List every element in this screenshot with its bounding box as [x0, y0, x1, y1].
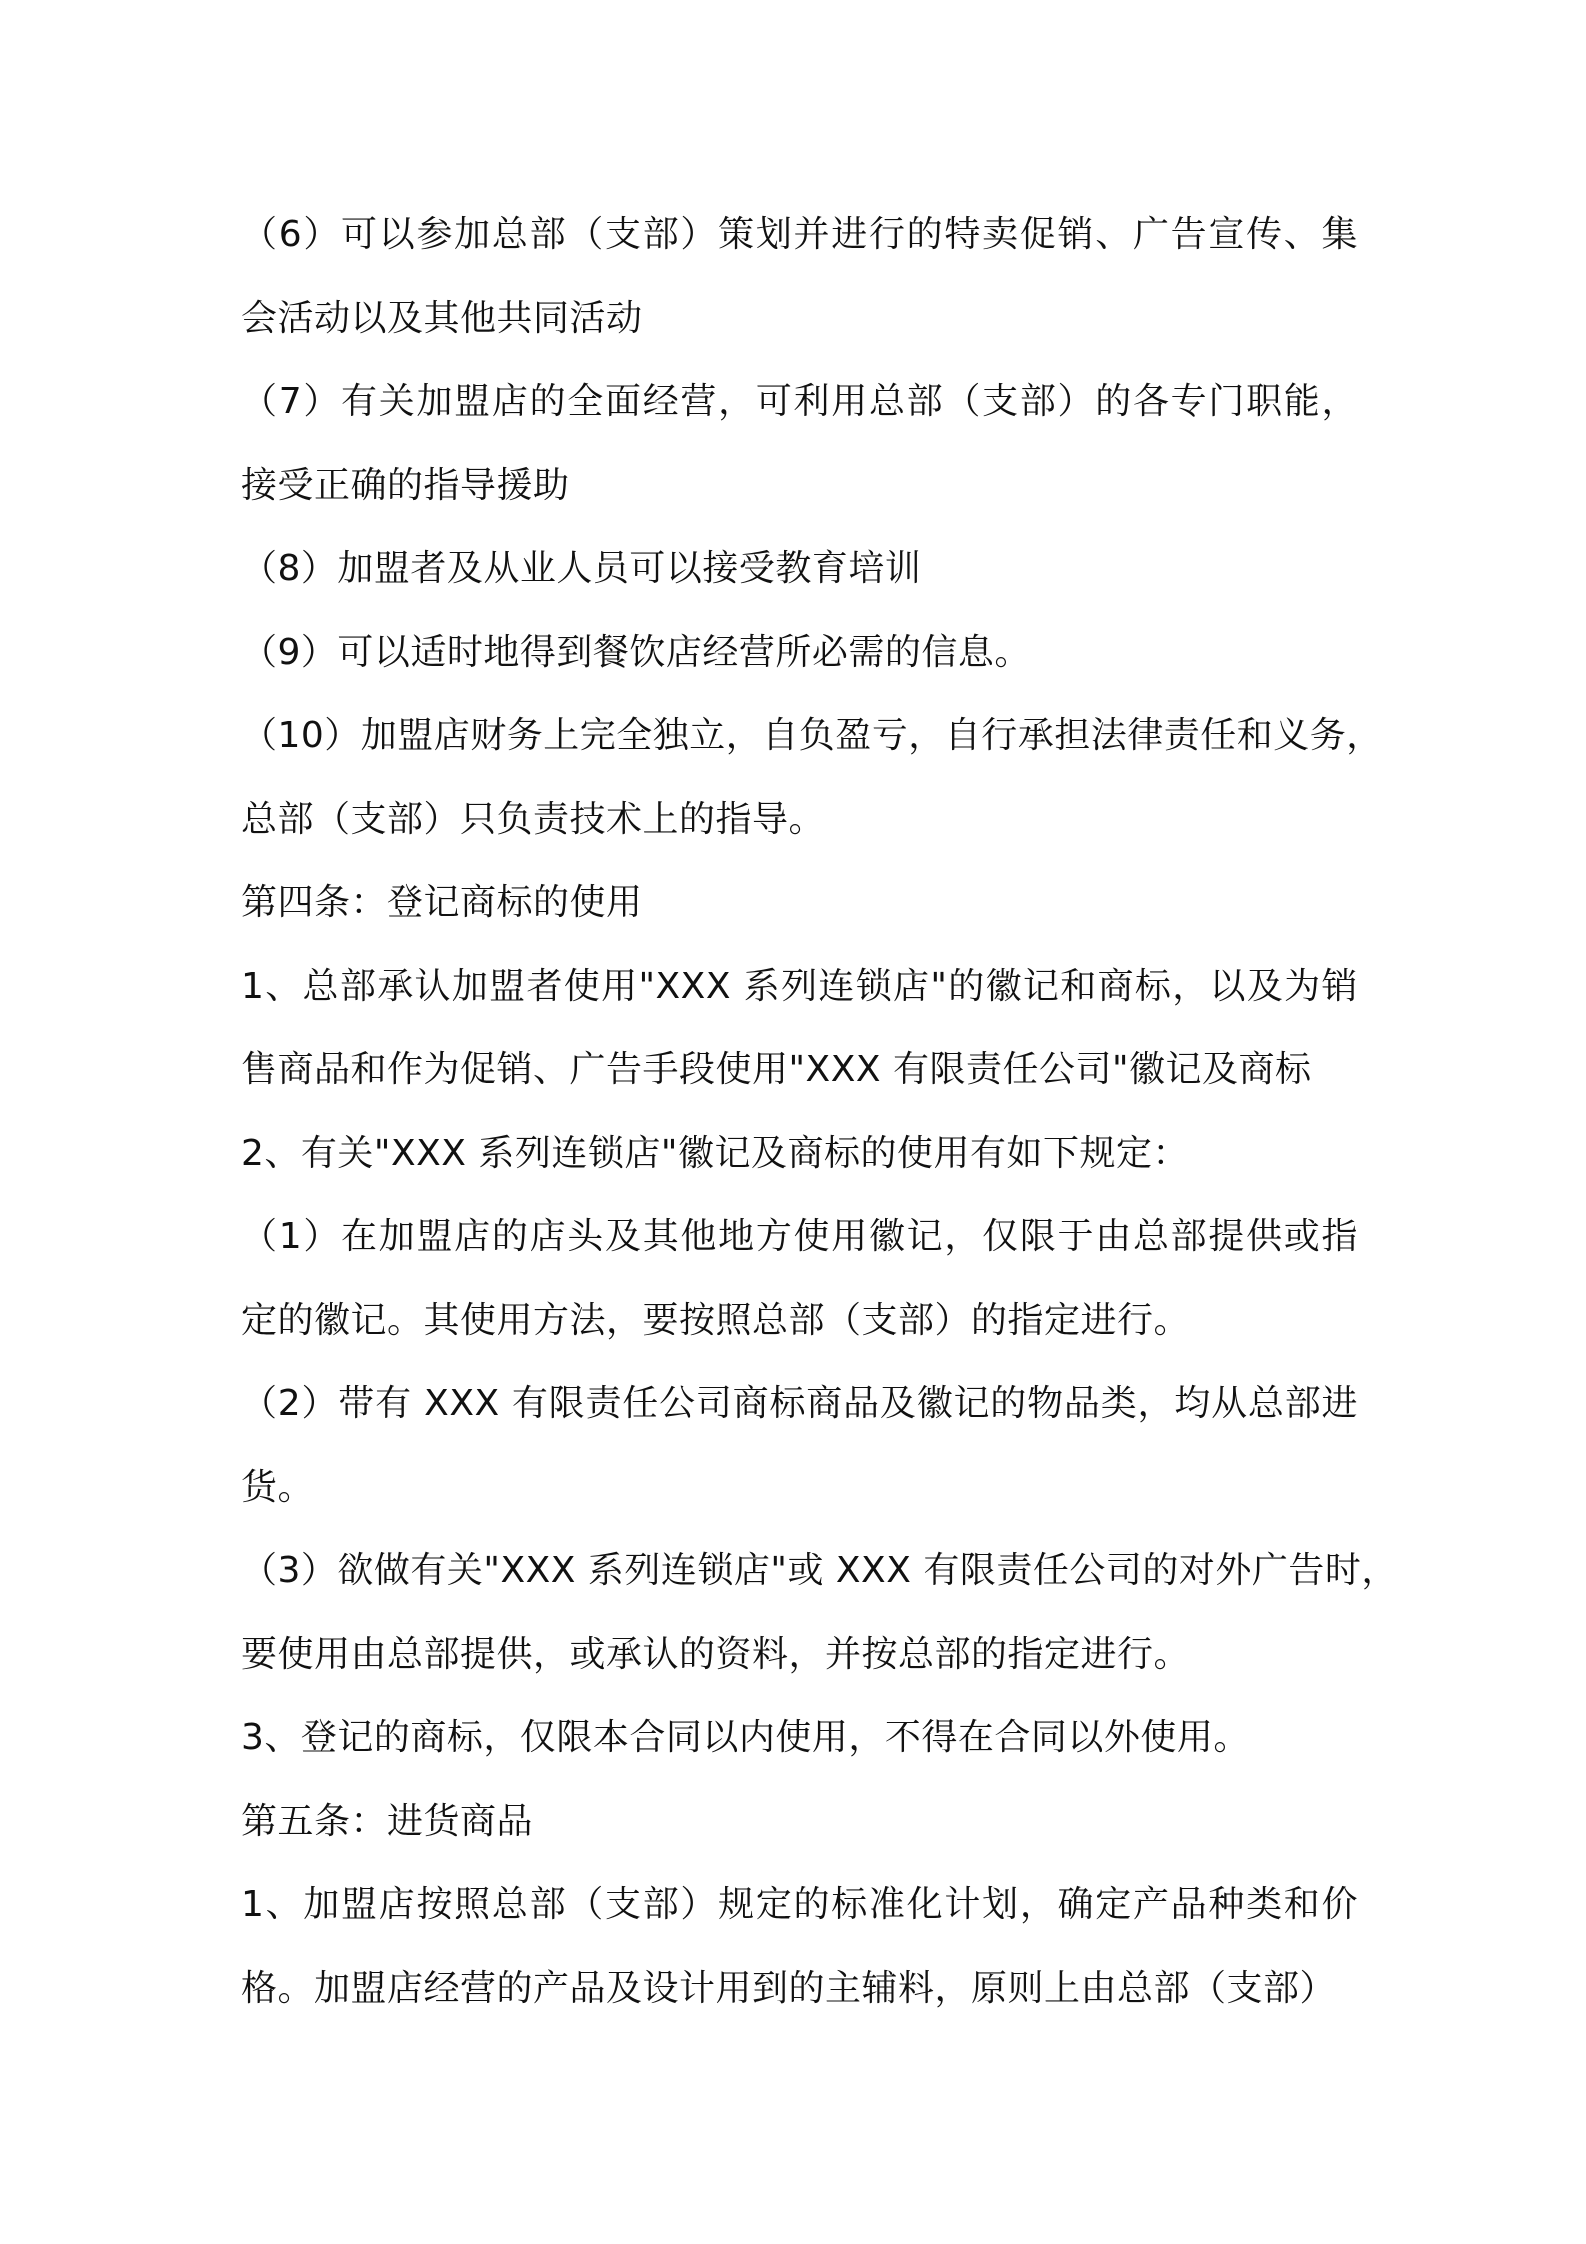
paragraph-line: （1）在加盟店的店头及其他地方使用徽记，仅限于由总部提供或指	[241, 1216, 1358, 1257]
paragraph-line: 1、总部承认加盟者使用"XXX 系列连锁店"的徽记和商标，以及为销	[241, 965, 1358, 1007]
paragraph-line: 会活动以及其他共同活动	[241, 297, 643, 339]
paragraph-line: （7）有关加盟店的全面经营，可利用总部（支部）的各专门职能，	[241, 381, 1358, 422]
section-heading: 第五条：进货商品	[241, 1800, 534, 1842]
paragraph-line: 格。加盟店经营的产品及设计用到的主辅料，原则上由总部（支部）	[241, 1967, 1337, 2009]
paragraph-line: 总部（支部）只负责技术上的指导。	[241, 798, 826, 840]
section-heading: 第四条：登记商标的使用	[241, 882, 643, 923]
paragraph-line: 接受正确的指导援助	[241, 464, 570, 506]
paragraph-line: 1、加盟店按照总部（支部）规定的标准化计划，确定产品种类和价	[241, 1884, 1358, 1925]
paragraph-line: 2、有关"XXX 系列连锁店"徽记及商标的使用有如下规定：	[241, 1132, 1189, 1174]
paragraph-line: 售商品和作为促销、广告手段使用"XXX 有限责任公司"徽记及商标	[241, 1049, 1312, 1090]
paragraph-line: 要使用由总部提供，或承认的资料，并按总部的指定进行。	[241, 1633, 1191, 1675]
paragraph-line: 3、登记的商标，仅限本合同以内使用，不得在合同以外使用。	[241, 1717, 1250, 1758]
document-body	[241, 193, 1398, 2030]
paragraph-line: （9）可以适时地得到餐饮店经营所必需的信息。	[241, 631, 1031, 673]
paragraph-line: 定的徽记。其使用方法，要按照总部（支部）的指定进行。	[241, 1299, 1191, 1341]
paragraph-line: （10）加盟店财务上完全独立，自负盈亏，自行承担法律责任和义务，	[241, 715, 1383, 756]
paragraph-line: （2）带有 XXX 有限责任公司商标商品及徽记的物品类，均从总部进	[241, 1383, 1358, 1424]
paragraph-line: （3）欲做有关"XXX 系列连锁店"或 XXX 有限责任公司的对外广告时，	[241, 1550, 1398, 1591]
paragraph-line: （6）可以参加总部（支部）策划并进行的特卖促销、广告宣传、集	[241, 214, 1358, 255]
paragraph-line: （8）加盟者及从业人员可以接受教育培训	[241, 548, 922, 589]
paragraph-line: 货。	[241, 1466, 315, 1508]
